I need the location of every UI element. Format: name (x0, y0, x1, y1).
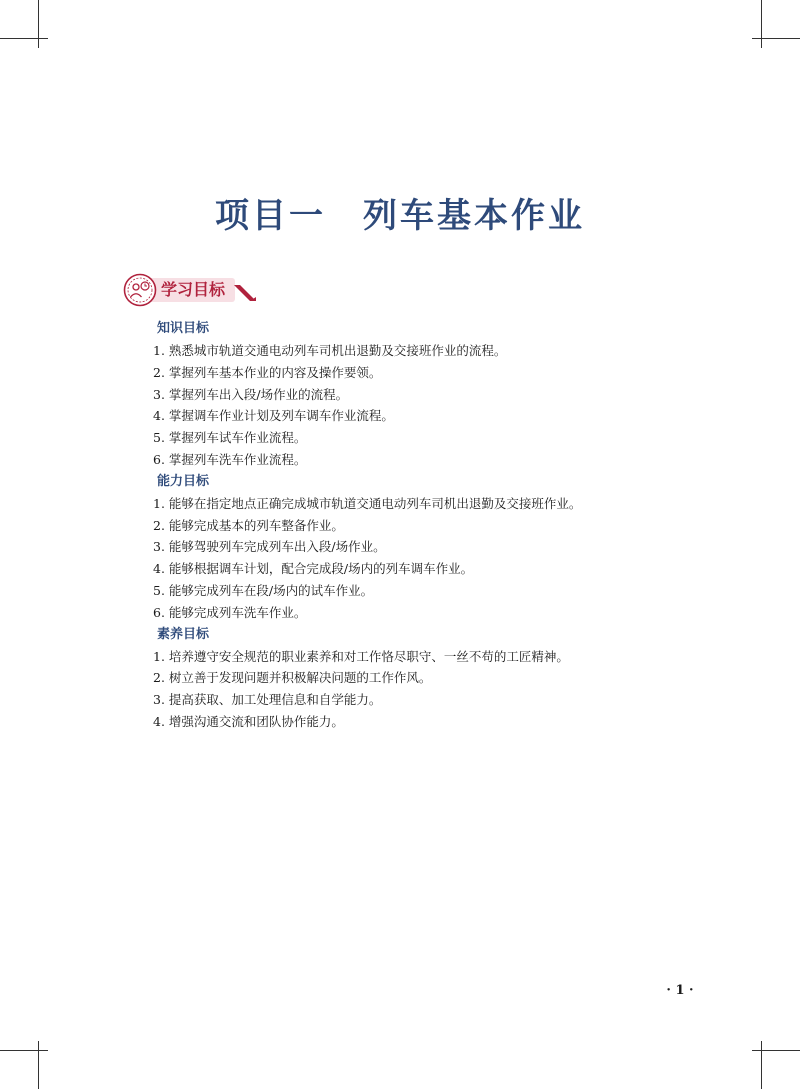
list-item: 5. 能够完成列车在段/场内的试车作业。 (153, 582, 374, 598)
list-item: 3. 提高获取、加工处理信息和自学能力。 (153, 692, 382, 708)
page-number: · 1 · (666, 983, 694, 998)
goal-badge-icon (123, 273, 157, 307)
list-item: 3. 掌握列车出入段/场作业的流程。 (153, 386, 349, 402)
list-item: 2. 掌握列车基本作业的内容及操作要领。 (153, 364, 382, 380)
decorative-slash-icon (232, 283, 258, 303)
list-item: 6. 能够完成列车洗车作业。 (153, 604, 307, 620)
list-item: 1. 能够在指定地点正确完成城市轨道交通电动列车司机出退勤及交接班作业。 (153, 495, 582, 511)
crop-mark (752, 38, 800, 39)
crop-mark (38, 1041, 39, 1089)
list-item: 1. 培养遵守安全规范的职业素养和对工作恪尽职守、一丝不苟的工匠精神。 (153, 648, 569, 664)
chapter-title: 项目一 列车基本作业 (215, 196, 585, 236)
group-title: 能力目标 (157, 473, 210, 489)
crop-mark (752, 1050, 800, 1051)
objective-group-knowledge (153, 318, 673, 471)
crop-mark (761, 0, 762, 48)
list-item: 1. 熟悉城市轨道交通电动列车司机出退勤及交接班作业的流程。 (153, 343, 507, 358)
objective-group-literacy (153, 624, 673, 733)
crop-mark (0, 38, 48, 39)
list-item: 4. 掌握调车作业计划及列车调车作业流程。 (153, 408, 394, 424)
list-item: 2. 树立善于发现问题并积极解决问题的工作作风。 (153, 670, 432, 686)
list-item: 5. 掌握列车试车作业流程。 (153, 430, 307, 446)
objective-group-ability (153, 471, 673, 624)
crop-mark (761, 1041, 762, 1089)
list-item: 3. 能够驾驶列车完成列车出入段/场作业。 (153, 539, 386, 555)
group-title: 素养目标 (157, 626, 210, 642)
crop-mark (38, 0, 39, 48)
list-item: 4. 增强沟通交流和团队协作能力。 (153, 713, 344, 729)
list-item: 4. 能够根据调车计划，配合完成段/场内的列车调车作业。 (153, 561, 474, 577)
crop-mark (0, 1050, 48, 1051)
list-item: 2. 能够完成基本的列车整备作业。 (153, 517, 344, 533)
objectives-list (153, 318, 673, 733)
section-label: 学习目标 (149, 278, 235, 302)
list-item: 6. 掌握列车洗车作业流程。 (153, 451, 307, 467)
group-title: 知识目标 (157, 321, 210, 336)
